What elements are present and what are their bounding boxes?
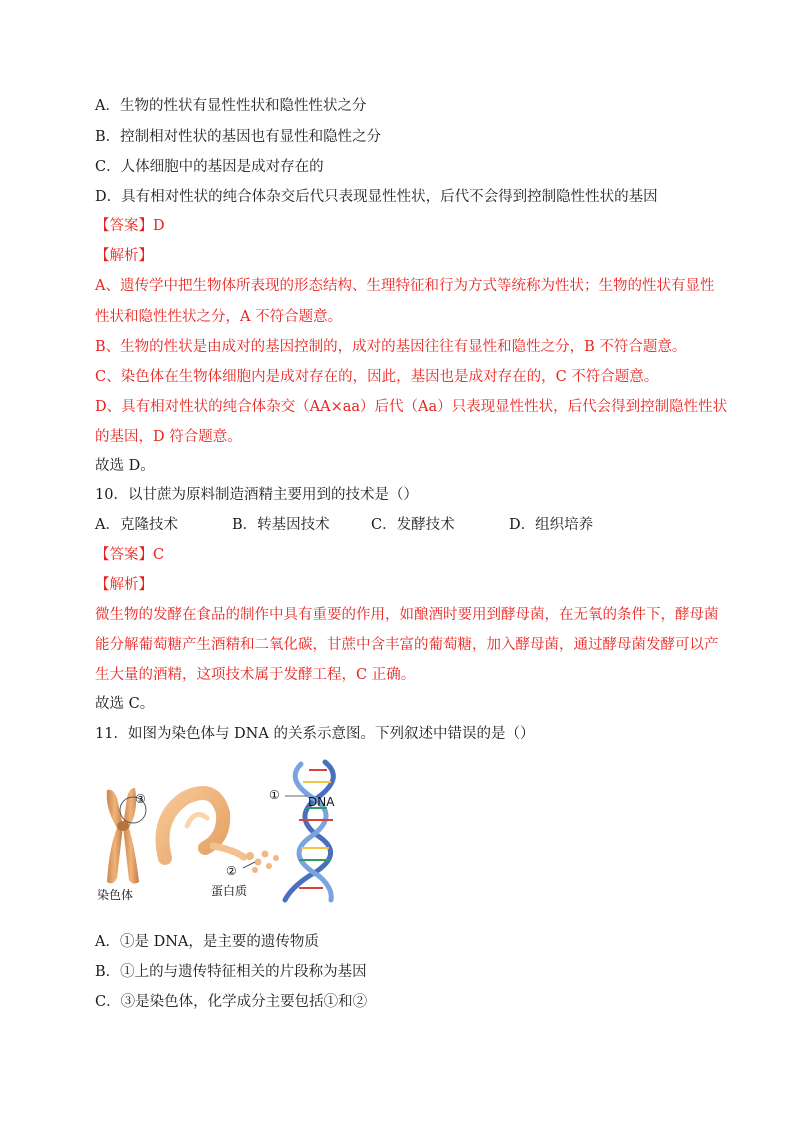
q9-conclusion: 故选 D。 bbox=[95, 458, 155, 474]
q9-analysis-line: C、染色体在生物体细胞内是成对存在的，因此，基因也是成对存在的，C 不符合题意。 bbox=[95, 369, 659, 385]
q11-option-c: C．③是染色体，化学成分主要包括①和② bbox=[95, 994, 368, 1010]
answer-value: D bbox=[153, 218, 165, 234]
q10-options bbox=[95, 515, 695, 535]
q10-analysis-label: 【解析】 bbox=[95, 577, 153, 593]
chromosome-dna-figure bbox=[95, 758, 365, 908]
q11-option-b: B．①上的与遗传特征相关的片段称为基因 bbox=[95, 964, 367, 980]
protein-beads bbox=[246, 851, 279, 874]
q10-analysis-line: 生大量的酒精，这项技术属于发酵工程，C 正确。 bbox=[95, 667, 416, 683]
q9-option-b: B．控制相对性状的基因也有显性和隐性之分 bbox=[95, 129, 382, 145]
q9-analysis-line: 的基因，D 符合题意。 bbox=[95, 429, 242, 445]
q9-option-a: A．生物的性状有显性性状和隐性性状之分 bbox=[95, 98, 367, 114]
q10-stem: 10．以甘蔗为原料制造酒精主要用到的技术是（） bbox=[95, 487, 418, 503]
q10-analysis-line: 微生物的发酵在食品的制作中具有重要的作用，如酿酒时要用到酵母菌，在无氧的条件下，酵母菌 bbox=[95, 607, 719, 623]
q9-analysis-line: B、生物的性状是由成对的基因控制的，成对的基因往往有显性和隐性之分，B 不符合题意。 bbox=[95, 339, 687, 355]
coiled-chromatin bbox=[163, 793, 246, 858]
dna-label: DNA bbox=[308, 795, 335, 809]
q10-option-b: B．转基因技术 bbox=[232, 517, 330, 533]
dna-helix bbox=[285, 762, 333, 900]
q10-answer bbox=[95, 545, 164, 565]
marker-2: ② bbox=[226, 864, 237, 878]
answer-label: 【答案】 bbox=[95, 547, 153, 563]
q10-analysis-line: 能分解葡萄糖产生酒精和二氧化碳，甘蔗中含丰富的葡萄糖，加入酵母菌，通过酵母菌发酵可以产 bbox=[95, 637, 719, 653]
marker-3: ③ bbox=[135, 792, 146, 806]
marker-1: ① bbox=[269, 788, 280, 802]
q10-option-d: D．组织培养 bbox=[509, 517, 594, 533]
q11-option-a: A．①是 DNA，是主要的遗传物质 bbox=[95, 934, 319, 950]
q10-option-c: C．发酵技术 bbox=[371, 517, 455, 533]
q10-conclusion: 故选 C。 bbox=[95, 696, 155, 712]
q11-stem: 11．如图为染色体与 DNA 的关系示意图。下列叙述中错误的是（） bbox=[95, 726, 535, 742]
q9-analysis-line: 性状和隐性性状之分，A 不符合题意。 bbox=[95, 309, 343, 325]
answer-label: 【答案】 bbox=[95, 218, 153, 234]
q9-analysis-line: D、具有相对性状的纯合体杂交（AA×aa）后代（Aa）只表现显性性状，后代会得到控制隐性性状 bbox=[95, 399, 728, 415]
q9-option-c: C．人体细胞中的基因是成对存在的 bbox=[95, 159, 324, 175]
q9-option-d: D．具有相对性状的纯合体杂交后代只表现显性性状，后代不会得到控制隐性性状的基因 bbox=[95, 189, 658, 205]
chromosome-label: 染色体 bbox=[97, 888, 134, 902]
protein-label: 蛋白质 bbox=[211, 884, 248, 898]
answer-value: C bbox=[153, 547, 165, 563]
q9-analysis-line: A、遗传学中把生物体所表现的形态结构、生理特征和行为方式等统称为性状；生物的性状有显性 bbox=[95, 278, 715, 294]
q10-option-a: A．克隆技术 bbox=[95, 517, 178, 533]
q9-analysis-label: 【解析】 bbox=[95, 248, 153, 264]
q9-answer bbox=[95, 216, 165, 236]
